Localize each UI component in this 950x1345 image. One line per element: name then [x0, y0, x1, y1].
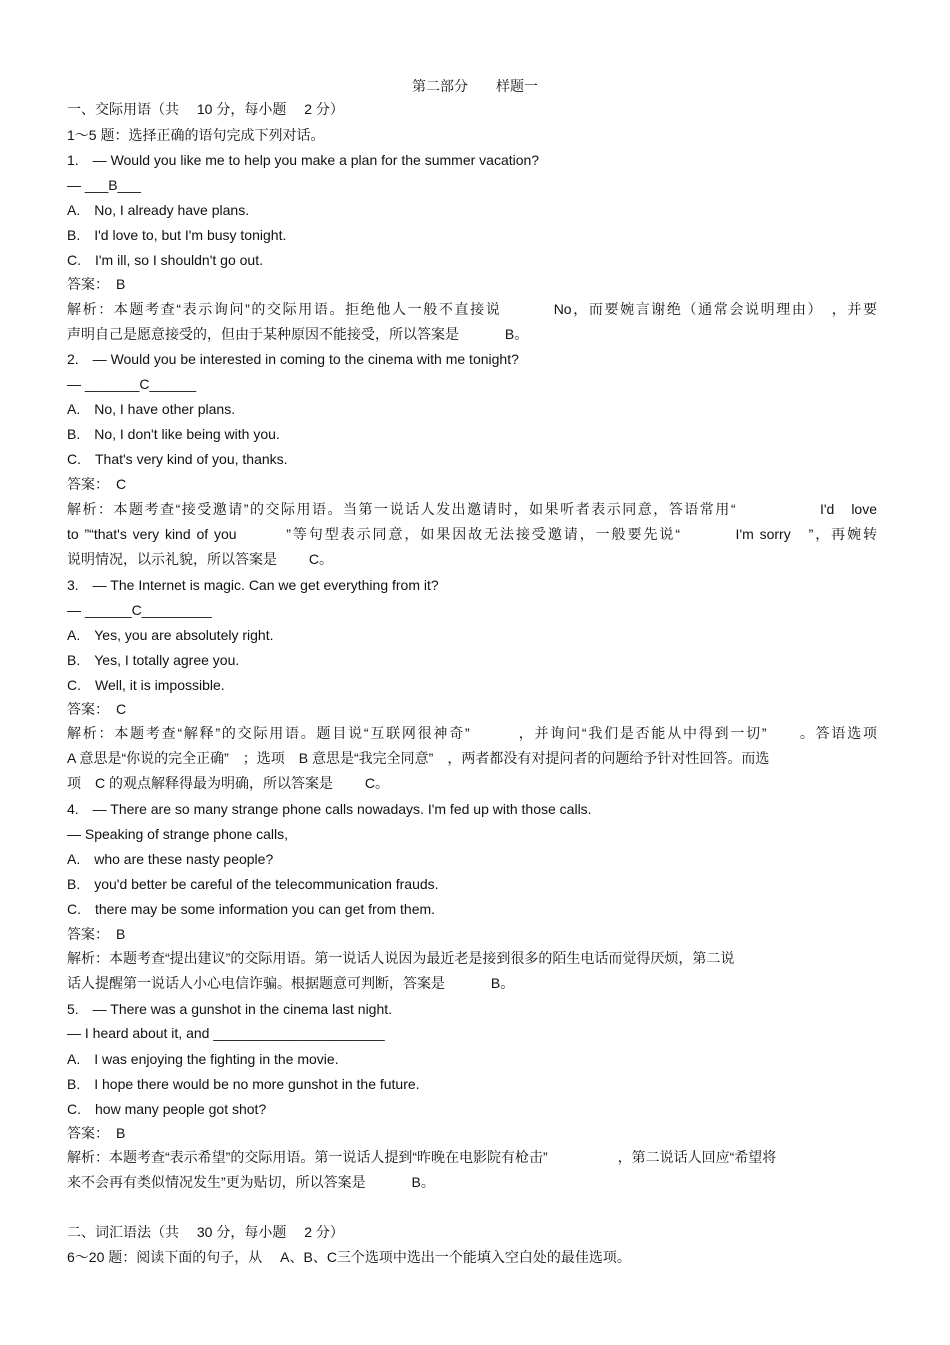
q3-blank: ______C_________	[84, 602, 212, 618]
section2-instruction: 6～20 题：阅读下面的句子，从 A、B、C三个选项中选出一个能填入空白处的最佳选项。	[67, 1249, 631, 1265]
section1-heading: 一、交际用语（共 10 分，每小题 2 分）	[67, 101, 344, 117]
q1-response	[67, 176, 141, 194]
q3-dash: —	[67, 602, 81, 618]
q3-answer: 答案： C	[67, 701, 127, 717]
q3-stem: 3. — The Internet is magic. Can we get everything from it?	[67, 577, 439, 593]
section1-instruction: 1～5 题：选择正确的语句完成下列对话。	[67, 127, 325, 143]
q5-stem: 5. — There was a gunshot in the cinema last night.	[67, 1001, 393, 1017]
q1-dash: —	[67, 177, 81, 193]
q4-option-a: A. who are these nasty people?	[67, 851, 274, 867]
q1-analysis-line1: 解析：本题考查“表示询问”的交际用语。拒绝他人一般不直接说 No，而要婉言谢绝（通常会说明理由） ，并要	[67, 301, 877, 317]
q2-analysis-line3: 说明情况，以示礼貌，所以答案是 C。	[67, 551, 333, 567]
q4-reply: — Speaking of strange phone calls,	[67, 826, 289, 842]
page-title: 第二部分 样题一	[412, 78, 538, 94]
q2-response	[67, 375, 196, 393]
q2-dash: —	[67, 376, 81, 392]
q3-response	[67, 601, 212, 619]
q5-answer: 答案： B	[67, 1125, 126, 1141]
q5-option-b: B. I hope there would be no more gunshot in the future.	[67, 1076, 420, 1092]
q2-option-a: A. No, I have other plans.	[67, 401, 236, 417]
q1-blank: ___B___	[84, 177, 141, 193]
q2-option-c: C. That's very kind of you, thanks.	[67, 451, 288, 467]
q4-option-c: C. there may be some information you can get from them.	[67, 901, 436, 917]
q5-option-c: C. how many people got shot?	[67, 1101, 267, 1117]
q3-option-c: C. Well, it is impossible.	[67, 677, 225, 693]
q1-option-b: B. I'd love to, but I'm busy tonight.	[67, 227, 287, 243]
q3-option-b: B. Yes, I totally agree you.	[67, 652, 240, 668]
q5-analysis-line1: 解析：本题考查“表示希望”的交际用语。第一说话人提到“昨晚在电影院有枪击” ，第二说话人回应“希望将	[67, 1149, 777, 1165]
q2-stem: 2. — Would you be interested in coming to the cinema with me tonight?	[67, 351, 519, 367]
q4-analysis-line1: 解析：本题考查“提出建议”的交际用语。第一说话人说因为最近老是接到很多的陌生电话而觉得厌烦，第二说	[67, 950, 735, 966]
q5-analysis-line2: 来不会再有类似情况发生”更为贴切，所以答案是 B。	[67, 1174, 435, 1190]
q4-option-b: B. you'd better be careful of the telecommunication frauds.	[67, 876, 439, 892]
q4-stem: 4. — There are so many strange phone calls nowadays. I'm fed up with those calls.	[67, 801, 592, 817]
q1-stem: 1. — Would you like me to help you make a plan for the summer vacation?	[67, 152, 540, 168]
q3-option-a: A. Yes, you are absolutely right.	[67, 627, 274, 643]
q2-blank: _______C______	[84, 376, 197, 392]
q1-option-c: C. I'm ill, so I shouldn't go out.	[67, 252, 263, 268]
q2-option-b: B. No, I don't like being with you.	[67, 426, 280, 442]
q1-option-a: A. No, I already have plans.	[67, 202, 250, 218]
q3-analysis-line3: 项 C 的观点解释得最为明确，所以答案是 C。	[67, 775, 389, 791]
section2-heading: 二、词汇语法（共 30 分，每小题 2 分）	[67, 1224, 344, 1240]
q2-analysis-line1: 解析：本题考查“接受邀请”的交际用语。当第一说话人发出邀请时，如果听者表示同意，答语常用“ I'd love	[67, 501, 877, 517]
q4-analysis-line2: 话人提醒第一说话人小心电信诈骗。根据题意可判断，答案是 B。	[67, 975, 515, 991]
q1-analysis-line2: 声明自己是愿意接受的，但由于某种原因不能接受，所以答案是 B。	[67, 326, 529, 342]
q1-answer: 答案： B	[67, 276, 126, 292]
q5-reply: — I heard about it, and ______________________	[67, 1025, 385, 1041]
q2-answer: 答案： C	[67, 476, 127, 492]
q4-answer: 答案： B	[67, 926, 126, 942]
q2-analysis-line2: to ”“that's very kind of you ”等句型表示同意，如果因故无法接受邀请，一般要先说“ I'm sorry ”，再婉转	[67, 526, 877, 542]
q3-analysis-line2: A 意思是“你说的完全正确” ；选项 B 意思是“我完全同意” ，两者都没有对提问者的问题给予针对性回答。而选	[67, 750, 770, 766]
q5-option-a: A. I was enjoying the fighting in the movie.	[67, 1051, 339, 1067]
q3-analysis-line1: 解析：本题考查“解释”的交际用语。题目说“互联网很神奇” ，并询问“我们是否能从中得到一切” 。答语选项	[67, 725, 877, 741]
